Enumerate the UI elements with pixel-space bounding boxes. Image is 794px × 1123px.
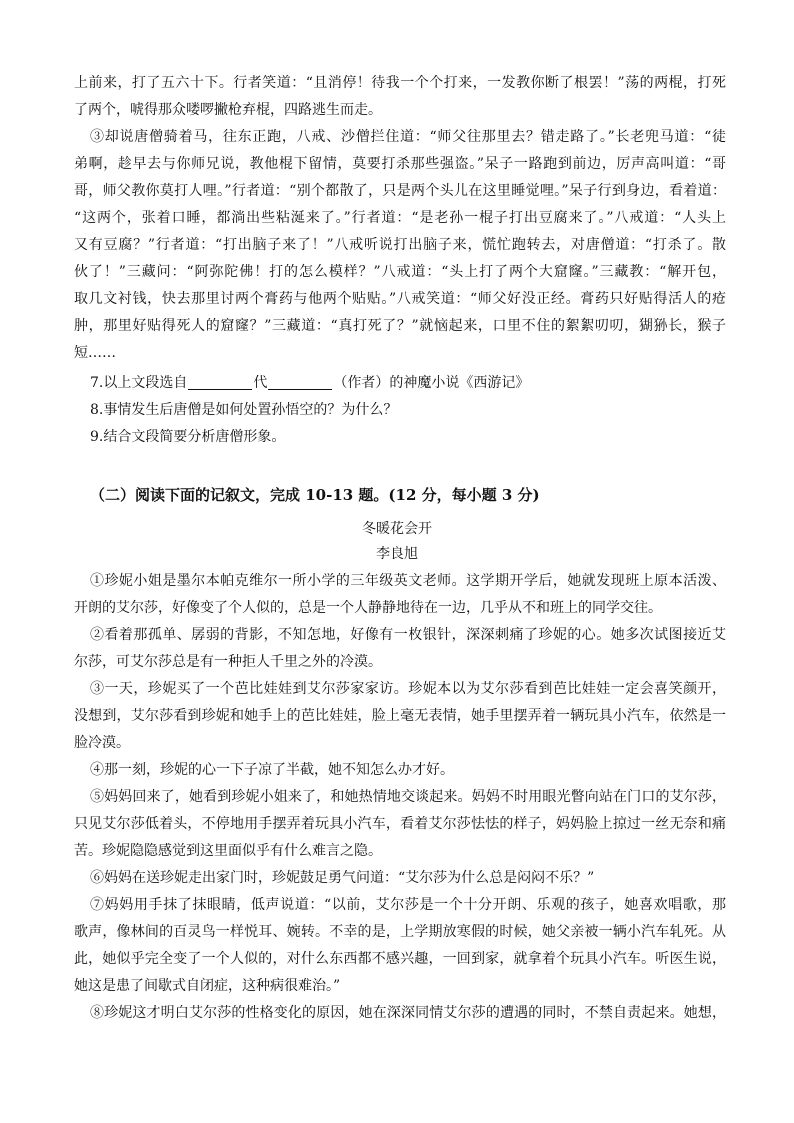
passage-line: 又有豆腐？”行者道：“打出脑子来了！”八戒听说打出脑子来，慌忙跑转去，对唐僧道：“打杀了。散 [74, 237, 726, 253]
passage-line: 了两个，唬得那众喽啰撇枪弃棍，四路逃生而走。 [74, 102, 382, 118]
article-line: 尔莎，可艾尔莎总是有一种拒人千里之外的冷漠。 [74, 654, 382, 670]
article-line: ⑤妈妈回来了，她看到珍妮小姐来了，和她热情地交谈起来。妈妈不时用眼光瞥向站在门口的艾尔莎， [90, 789, 726, 805]
passage-line: 肿，那里好贴得死人的窟窿？”三藏道：“真打死了？”就恼起来，口里不住的絮絮叨叨，猢狲长，猴子 [74, 318, 726, 334]
article-line: 脸冷漠。 [74, 735, 130, 751]
question-9: 9.结合文段简要分析唐僧形象。 [90, 429, 286, 445]
passage-dongnuan [74, 568, 726, 1027]
passage-line: ③却说唐僧骑着马，往东正跑，八戒、沙僧拦住道：“师父往那里去？错走路了。”长老兜马道：“徒 [90, 129, 726, 145]
article-line: ①珍妮小姐是墨尔本帕克维尔一所小学的三年级英文老师。这学期开学后，她就发现班上原本活泼、 [90, 573, 726, 589]
article-line: 只见艾尔莎低着头，不停地用手摆弄着玩具小汽车，看着艾尔莎怯怯的样子，妈妈脸上掠过一丝无奈和痛 [74, 816, 726, 832]
article-line: ⑦妈妈用手抹了抹眼睛，低声说道：“以前，艾尔莎是一个十分开朗、乐观的孩子，她喜欢唱歌，那 [90, 897, 726, 913]
passage-line: 短…… [74, 345, 116, 361]
question-8: 8.事情发生后唐僧是如何处置孙悟空的？为什么？ [90, 402, 398, 418]
passage-line: 上前来，打了五六十下。行者笑道：“且消停！待我一个个打来，一发教你断了根罢！”荡的两棍，打死 [74, 75, 726, 91]
article-line: 此，她似乎完全变了一个人似的，对什么东西都不感兴趣，一回到家，就拿着个玩具小汽车。听医生说， [74, 951, 726, 967]
article-line: ③一天，珍妮买了一个芭比娃娃到艾尔莎家家访。珍妮本以为艾尔莎看到芭比娃娃一定会喜笑颜开， [90, 681, 726, 697]
question-7-suffix: （作者）的神魔小说《西游记》 [333, 375, 530, 391]
passage-line: 哥，师父教你莫打人哩。”行者道：“别个都散了，只是两个头儿在这里睡觉哩。”呆子行到身边，看着道： [74, 183, 726, 199]
article-line: ④那一刻，珍妮的心一下子凉了半截，她不知怎么办才好。 [90, 762, 454, 778]
question-7-prefix: 7.以上文段选自 [90, 375, 188, 391]
answer-blank-author[interactable] [268, 373, 332, 390]
passage-line: 伙了！”三藏问：“阿弥陀佛！打的怎么模样？”八戒道：“头上打了两个大窟窿。”三藏教：“解开包， [74, 264, 726, 280]
article-line: 歌声，像林间的百灵鸟一样悦耳、婉转。不幸的是，上学期放寒假的时候，她父亲被一辆小汽车轧死。从 [74, 924, 726, 940]
article-line: 开朗的艾尔莎，好像变了个人似的，总是一个人静静地待在一边，几乎从不和班上的同学交往。 [74, 600, 662, 616]
passage-line: “这两个，张着口睡，都淌出些粘涎来了。”行者道：“是老孙一棍子打出豆腐来了。”八戒道：“人头上 [74, 210, 726, 226]
article-line: 苦。珍妮隐隐感觉到这里面似乎有什么难言之隐。 [74, 843, 382, 859]
article-line: ⑥妈妈在送珍妮走出家门时，珍妮鼓足勇气问道：“艾尔莎为什么总是闷闷不乐？” [90, 870, 595, 886]
article-author: 李良旭 [376, 546, 418, 562]
passage-line: 弟啊，趁早去与你师兄说，教他棍下留情，莫要打杀那些强盗。”呆子一路跑到前边，厉声高叫道：“哥 [74, 156, 726, 172]
article-line: ②看着那孤单、孱弱的背影，不知怎地，好像有一枚银针，深深刺痛了珍妮的心。她多次试图接近艾 [90, 627, 726, 643]
question-7 [90, 370, 529, 397]
passage-xiyouji [74, 70, 726, 367]
passage-line: 取几文衬钱，快去那里讨两个膏药与他两个贴贴。”八戒笑道：“师父好没正经。膏药只好贴得活人的疮 [74, 291, 726, 307]
article-line: 她这是患了间歇式自闭症，这种病很难治。” [74, 978, 341, 994]
article-line: ⑧珍妮这才明白艾尔莎的性格变化的原因，她在深深同情艾尔莎的遭遇的同时，不禁自责起来。她想， [90, 1005, 726, 1021]
question-7-dynasty: 代 [253, 375, 268, 391]
answer-blank-dynasty[interactable] [188, 373, 252, 390]
section-2-heading: （二）阅读下面的记叙文，完成 10-13 题。(12 分，每小题 3 分) [90, 486, 540, 504]
article-line: 没想到，艾尔莎看到珍妮和她手上的芭比娃娃，脸上毫无表情，她手里摆弄着一辆玩具小汽车，依然是一 [74, 708, 726, 724]
article-title: 冬暖花会开 [362, 521, 432, 537]
